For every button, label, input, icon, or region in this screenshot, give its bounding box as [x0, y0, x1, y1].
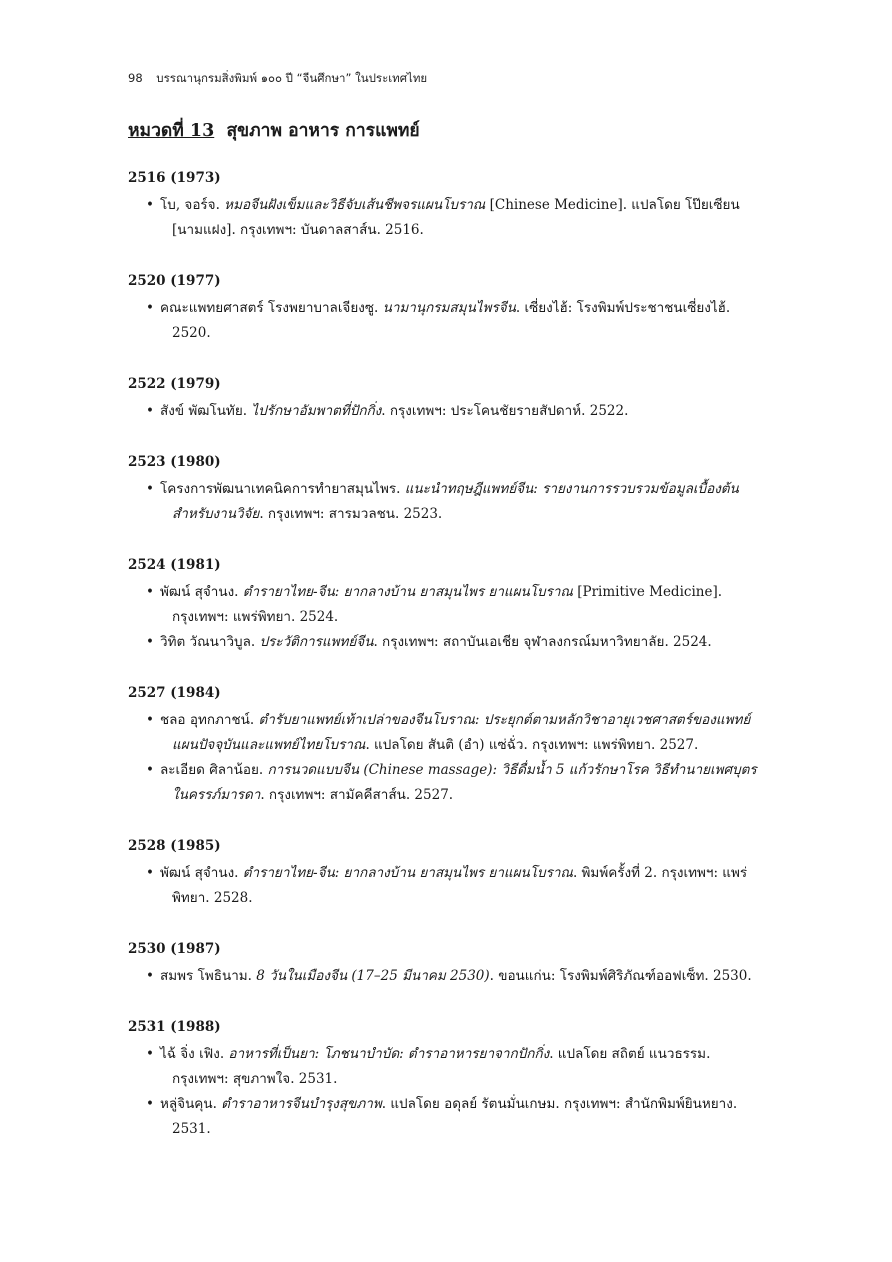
year-heading: 2523 (1980): [128, 454, 221, 470]
entry-publication: [Primitive Medicine]. กรุงเทพฯ: แพร่พิทยา. 2524.: [172, 584, 723, 625]
bullet-icon: •: [146, 403, 154, 419]
bullet-icon: •: [146, 968, 154, 984]
chapter-label: หมวดที่ 13: [128, 121, 215, 141]
entry-publication: . กรุงเทพฯ: สารมวลชน. 2523.: [259, 506, 443, 522]
entry-publication: . เซี่ยงไฮ้: โรงพิมพ์ประชาชนเซี่ยงไฮ้. 2520.: [172, 300, 731, 341]
entry-list: [128, 861, 770, 911]
entry-author: ชลอ อุทกภาชน์.: [160, 712, 259, 728]
entry-publication: . ขอนแก่น: โรงพิมพ์ศิริภัณฑ์ออฟเซ็ท. 2530.: [489, 968, 752, 984]
bibliography-entry: [128, 193, 770, 243]
entry-publication: . กรุงเทพฯ: สามัคคีสาส์น. 2527.: [260, 787, 454, 803]
year-heading: 2530 (1987): [128, 941, 221, 957]
bibliography-entry: [128, 708, 770, 758]
entry-publication: . แปลโดย สถิตย์ แนวธรรม. กรุงเทพฯ: สุขภาพใจ. 2531.: [172, 1046, 711, 1087]
book-title: บรรณานุกรมสิ่งพิมพ์ ๑๐๐ ปี “จีนศึกษา” ในประเทศไทย: [156, 71, 428, 85]
bibliography-entry: [128, 758, 770, 808]
entry-list: [128, 964, 770, 989]
bullet-icon: •: [146, 300, 154, 316]
year-section: [128, 273, 770, 346]
bullet-icon: •: [146, 1096, 154, 1112]
year-heading: 2531 (1988): [128, 1019, 221, 1035]
entry-author: พัฒน์ สุจำนง.: [160, 865, 243, 881]
entry-publication: . พิมพ์ครั้งที่ 2. กรุงเทพฯ: แพร่พิทยา. 2528.: [172, 865, 748, 906]
entry-title: อาหารที่เป็นยา: โภชนาบำบัด: ตำราอาหารยาจากปักกิ่ง: [228, 1046, 550, 1062]
entry-title: ไปรักษาอัมพาตที่ปักกิ่ง: [251, 403, 382, 419]
year-section: [128, 1019, 770, 1142]
year-section: [128, 376, 770, 424]
year-heading: 2516 (1973): [128, 170, 221, 186]
bibliography-entry: [128, 1042, 770, 1092]
chapter-heading: [128, 116, 420, 144]
entry-title: 8 วันในเมืองจีน (17–25 มีนาคม 2530): [256, 968, 490, 984]
entry-list: [128, 296, 770, 346]
entry-publication: . กรุงเทพฯ: สถาบันเอเชีย จุฬาลงกรณ์มหาวิทยาลัย. 2524.: [373, 634, 712, 650]
chapter-title: สุขภาพ อาหาร การแพทย์: [226, 121, 420, 141]
bibliography-entry: [128, 296, 770, 346]
entry-author: คณะแพทยศาสตร์ โรงพยาบาลเจียงซู.: [160, 300, 383, 316]
year-heading: 2520 (1977): [128, 273, 221, 289]
bibliography-entry: [128, 399, 770, 424]
bibliography-entry: [128, 861, 770, 911]
bibliography-entry: [128, 1092, 770, 1142]
entry-author: ไฉ้ จิ่ง เฟิง.: [160, 1046, 229, 1062]
entry-publication: . กรุงเทพฯ: ประโคนชัยรายสัปดาห์. 2522.: [381, 403, 629, 419]
entry-author: ละเอียด ศิลาน้อย.: [160, 762, 268, 778]
bullet-icon: •: [146, 762, 154, 778]
entry-author: หลู่จินคุน.: [160, 1096, 222, 1112]
year-heading: 2524 (1981): [128, 557, 221, 573]
entry-title: แนะนำทฤษฎีแพทย์จีน: รายงานการรวบรวมข้อมูลเบื้องต้นสำหรับงานวิจัย: [172, 481, 739, 522]
entry-author: สังข์ พัฒโนทัย.: [160, 403, 252, 419]
entry-title: การนวดแบบจีน (Chinese massage): วิธีดื่มน้ำ 5 แก้วรักษาโรค วิธีทำนายเพศบุตรในครรภ์มารดา: [172, 762, 757, 803]
entry-title: ตำรับยาแพทย์เท้าเปล่าของจีนโบราณ: ประยุกต์ตามหลักวิชาอายุเวชศาสตร์ของแพทย์แผนปัจจุบันและแพทย์ไทยโบราณ: [172, 712, 751, 753]
entry-author: วิทิต วัณนาวิบูล.: [160, 634, 260, 650]
entry-author: พัฒน์ สุจำนง.: [160, 584, 243, 600]
year-section: [128, 557, 770, 655]
bibliography-list: [128, 170, 770, 1172]
bibliography-entry: [128, 964, 770, 989]
entry-list: [128, 477, 770, 527]
page-number: 98: [128, 71, 143, 85]
year-heading: 2527 (1984): [128, 685, 221, 701]
entry-list: [128, 193, 770, 243]
bullet-icon: •: [146, 584, 154, 600]
bibliography-entry: [128, 477, 770, 527]
running-header: [128, 70, 427, 88]
entry-list: [128, 708, 770, 808]
bibliography-entry: [128, 580, 770, 630]
bullet-icon: •: [146, 1046, 154, 1062]
entry-author: โบ, จอร์จ.: [160, 197, 225, 213]
entry-author: สมพร โพธินาม.: [160, 968, 257, 984]
entry-title: ตำรายาไทย-จีน: ยากลางบ้าน ยาสมุนไพร ยาแผนโบราณ: [242, 584, 573, 600]
entry-publication: . แปลโดย สันติ (อำ) แซ่ฉั่ว. กรุงเทพฯ: แพร่พิทยา. 2527.: [365, 737, 699, 753]
entry-title: ตำราอาหารจีนบำรุงสุขภาพ: [221, 1096, 382, 1112]
bullet-icon: •: [146, 634, 154, 650]
entry-list: [128, 399, 770, 424]
entry-title: หมอจีนฝังเข็มและวิธีจับเส้นชีพจรแผนโบราณ: [224, 197, 486, 213]
bullet-icon: •: [146, 197, 154, 213]
year-section: [128, 170, 770, 243]
bullet-icon: •: [146, 481, 154, 497]
bullet-icon: •: [146, 865, 154, 881]
entry-list: [128, 580, 770, 655]
entry-title: ประวัติการแพทย์จีน: [259, 634, 374, 650]
entry-publication: . แปลโดย อดุลย์ รัตนมั่นเกษม. กรุงเทพฯ: สำนักพิมพ์ยินหยาง. 2531.: [172, 1096, 738, 1137]
entry-author: โครงการพัฒนาเทคนิคการทำยาสมุนไพร.: [160, 481, 405, 497]
year-heading: 2528 (1985): [128, 838, 221, 854]
entry-publication: [Chinese Medicine]. แปลโดย โป๊ยเซียน [นามแฝง]. กรุงเทพฯ: บันดาลสาส์น. 2516.: [172, 197, 740, 238]
year-heading: 2522 (1979): [128, 376, 221, 392]
bibliography-entry: [128, 630, 770, 655]
year-section: [128, 685, 770, 808]
year-section: [128, 454, 770, 527]
year-section: [128, 838, 770, 911]
entry-list: [128, 1042, 770, 1142]
bullet-icon: •: [146, 712, 154, 728]
year-section: [128, 941, 770, 989]
entry-title: นามานุกรมสมุนไพรจีน: [382, 300, 516, 316]
entry-title: ตำรายาไทย-จีน: ยากลางบ้าน ยาสมุนไพร ยาแผนโบราณ: [242, 865, 573, 881]
